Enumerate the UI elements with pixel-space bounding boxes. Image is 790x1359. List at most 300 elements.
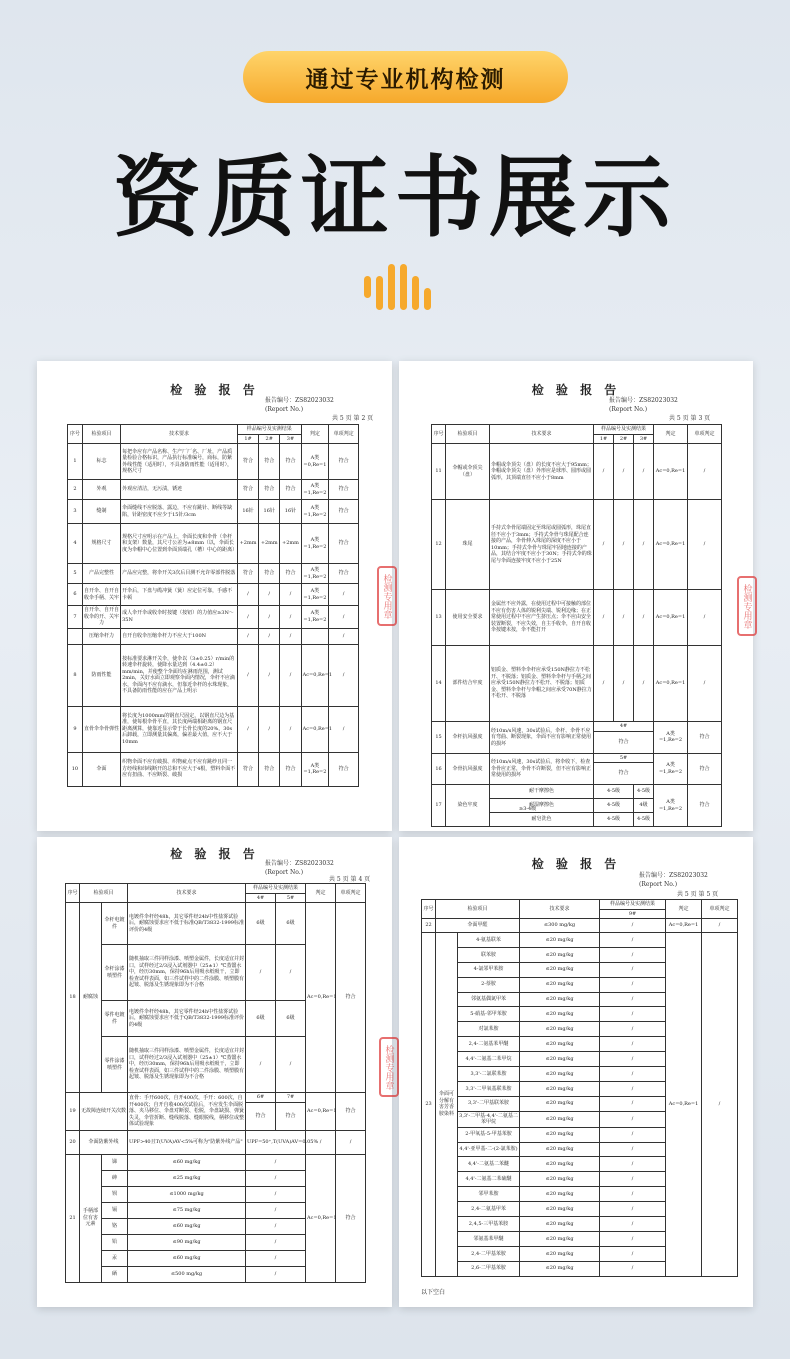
amine-name: 2,4-二甲基苯胺 [458, 1246, 520, 1261]
row-req: ≤60 mg/kg [128, 1154, 246, 1170]
row-no: 18 [66, 903, 80, 1093]
col-seq: 序号 [66, 884, 80, 903]
row-single: 符合 [688, 722, 722, 754]
report-page-2 [37, 361, 392, 831]
row-single: / [702, 919, 738, 933]
report-no-value: ZS82023032 [639, 397, 678, 404]
row-result: 符合 [594, 763, 654, 785]
item-label: 染色牢度 [457, 802, 478, 809]
col-judge: 判定 [654, 425, 688, 444]
sample-id: 9# [600, 909, 666, 919]
row-req: ≤300 mg/kg [520, 919, 600, 933]
col-single: 单项判定 [702, 900, 738, 919]
row-item: 自开伞、自开自收伞手柄、关牢 [82, 584, 120, 606]
sample-id: 4# [246, 893, 276, 903]
row-no: 7 [68, 606, 83, 629]
row-req: 伞面缝线不应脱落、露边，不应有跳针、断线等缺陷，针距密度不应少于15针/3cm [121, 500, 238, 524]
row-judge: A类=1,Re=2 [301, 564, 329, 584]
table-row [68, 628, 359, 644]
page-number: 共 5 页 第 3 页 [669, 415, 711, 422]
row-result: / [246, 1154, 306, 1170]
amine-name: 5-硝基-邻甲苯胺 [458, 1007, 520, 1022]
row-no: 14 [432, 646, 446, 722]
row-result: / [237, 628, 258, 644]
report-table [65, 883, 366, 1283]
amine-name: 4-氨基联苯 [458, 933, 520, 948]
row-result: 6级 [276, 1001, 306, 1037]
row-judge: A类=1,Re=2 [301, 584, 329, 606]
table-row [432, 425, 722, 435]
amine-name: 4,4'-二氨基二苯甲烷 [458, 1052, 520, 1067]
row-item: 伞面甲醛 [436, 919, 520, 933]
row-result: / [594, 444, 614, 500]
row-judge: A类=1,Re=2 [301, 480, 329, 500]
row-req: ≤20 mg/kg [520, 1081, 600, 1096]
col-sample: 样品编号及实测结果 [246, 884, 306, 894]
table-row [432, 444, 722, 500]
row-result: / [246, 1266, 306, 1282]
row-result: / [259, 606, 280, 629]
row-req: 随机抽取三件同样涂漆、喷塑金属件，长度适宜并封口，试样经过2/3浸入试剂器中（25±1）℃蒸馏水中，经历30mm，保持96h后用吸水纸吸干，立即检查试样表面，如三件试样中的二件涂膜、喷塑膜有起皱、脱落及生锈现象即为不合格 [128, 945, 246, 1001]
amine-name: 3,3'-二氯联苯胺 [458, 1067, 520, 1082]
row-result: +2mm [259, 524, 280, 564]
element-name: 钡 [102, 1186, 128, 1202]
row-single: 符合 [329, 444, 359, 480]
row-req: ≤20 mg/kg [520, 992, 600, 1007]
row-result: / [600, 1202, 666, 1217]
sample-id: 4# [594, 722, 654, 732]
row-item: 伞帽或伞顶尖（盘） [446, 444, 490, 500]
element-name: 锑 [102, 1154, 128, 1170]
amine-name: 2,4-二氨基甲苯 [458, 1202, 520, 1217]
row-judge: Ac=0,Re=1 [666, 919, 702, 933]
row-result: 4-5级 [634, 785, 654, 799]
amine-name: 邻甲苯胺 [458, 1187, 520, 1202]
row-result: / [600, 1217, 666, 1232]
row-sub: 伞杆涂漆喷塑件 [102, 945, 128, 1001]
amine-name: 4,4'-亚甲基-二-(2-氯苯胺) [458, 1142, 520, 1157]
row-result: / [600, 1246, 666, 1261]
row-judge: Ac=0,Re=1 [666, 933, 702, 1277]
table-row [66, 903, 366, 945]
row-req: ≤20 mg/kg [520, 1157, 600, 1172]
row-result: / [600, 1096, 666, 1111]
row-result: 符合 [246, 1102, 276, 1130]
page-number: 共 5 页 第 5 页 [677, 891, 719, 898]
row-result: / [246, 945, 276, 1001]
row-result: 符合 [237, 444, 258, 480]
row-item: 伞面可分解有害芳香胺染料 [436, 933, 458, 1277]
row-no: 17 [432, 785, 446, 827]
row-single: 符合 [688, 785, 722, 827]
element-name: 硒 [102, 1266, 128, 1282]
row-item: 伞杆抗风强度 [446, 722, 490, 754]
row-judge: A类=1,Re=2 [301, 752, 329, 786]
row-no: 12 [432, 500, 446, 590]
sample-id: 5# [276, 893, 306, 903]
row-result: / [634, 590, 654, 646]
row-no: 9 [68, 706, 83, 752]
row-req: 成人伞开伞或收伞时按键（按钮）的力值应≥3N～35N [121, 606, 238, 629]
row-item: 产品完整性 [82, 564, 120, 584]
row-no: 22 [422, 919, 436, 933]
report-title: 检 验 报 告 [531, 383, 621, 397]
col-item: 检验项目 [436, 900, 520, 919]
report-no-value: ZS82023032 [295, 860, 334, 867]
row-single: 符合 [329, 752, 359, 786]
row-req: ≤20 mg/kg [520, 1127, 600, 1142]
row-result: 符合 [276, 1102, 306, 1130]
row-result: / [634, 646, 654, 722]
row-result: / [594, 500, 614, 590]
row-result: 4级 [634, 799, 654, 813]
row-item: 直骨伞伞骨弹性 [82, 706, 120, 752]
row-judge: A类=1,Re=2 [301, 500, 329, 524]
row-result: / [600, 1081, 666, 1096]
inspection-stamp: 检测专用章 [737, 576, 757, 636]
row-result: / [614, 590, 634, 646]
col-seq: 序号 [68, 425, 83, 444]
element-name: 镉 [102, 1202, 128, 1218]
row-req: ≤20 mg/kg [520, 1022, 600, 1037]
report-no [609, 396, 678, 414]
table-row [68, 425, 359, 435]
row-result: / [237, 644, 258, 706]
amine-name: 2-甲氧基-5-甲基苯胺 [458, 1127, 520, 1142]
report-no-label: 报告编号： [265, 397, 296, 404]
row-item: 压缩伞杆力 [82, 628, 120, 644]
row-sub: 耐湿摩擦色 [490, 799, 594, 813]
row-no: 16 [432, 753, 446, 785]
sample-id: 2# [614, 434, 634, 444]
row-req: 伞帽或伞顶尖（盘）的长度不应大于95mm；伞帽或伞顶尖（盘）外形应是球形、圆形或圆弧形，其顶端直径不应小于8mm [490, 444, 594, 500]
table-row [68, 644, 359, 706]
row-req: 电镀件伞杆经48h，其它零件经24h中性盐雾试验后，耐腐蚀要求应不低于标准QB/T3832-1999标准评价的4级 [128, 903, 246, 945]
amine-name: 2-萘胺 [458, 977, 520, 992]
row-result: / [614, 500, 634, 590]
report-no [265, 396, 334, 414]
col-judge: 判定 [666, 900, 702, 919]
sample-id: 1# [594, 434, 614, 444]
table-row [68, 606, 359, 629]
table-row [422, 933, 738, 948]
row-single: 符合 [329, 480, 359, 500]
element-name: 铅 [102, 1234, 128, 1250]
report-no-en: (Report No.) [265, 869, 304, 876]
dye-req: ≥3-4级 [519, 806, 537, 812]
row-result: 16针 [259, 500, 280, 524]
row-sub: 耐皂洗色 [490, 813, 594, 827]
row-judge: A类=1,Re=2 [654, 722, 688, 754]
row-single: / [329, 584, 359, 606]
row-req: 每把伞应有产品名称、生产厂厂名、厂址，产品质量检验合格标识，产品执行标准编号，商标，防紫外线性能（适用时），不具备防雨性能（适用时），规格尺寸 [121, 444, 238, 480]
col-sample: 样品编号及实测结果 [594, 425, 654, 435]
row-single: / [702, 933, 738, 1277]
row-judge: A类=1,Re=2 [654, 785, 688, 827]
col-req: 技术要求 [121, 425, 238, 444]
col-item: 检验项目 [80, 884, 128, 903]
report-no-en: (Report No.) [639, 881, 678, 888]
row-item: 缝制 [82, 500, 120, 524]
row-result: 符合 [280, 480, 301, 500]
element-name: 铬 [102, 1218, 128, 1234]
col-seq: 序号 [432, 425, 446, 444]
row-single: 符合 [336, 1154, 366, 1282]
row-result: / [600, 962, 666, 977]
table-row [432, 500, 722, 590]
row-result: 16针 [280, 500, 301, 524]
table-row [68, 752, 359, 786]
row-result: / [600, 933, 666, 948]
row-no: 5 [68, 564, 83, 584]
row-result: / [246, 1234, 306, 1250]
row-result: / [600, 919, 666, 933]
row-result: 16针 [237, 500, 258, 524]
row-item: 伞骨抗风强度 [446, 753, 490, 785]
row-result: 符合 [594, 731, 654, 753]
row-result: 6级 [276, 903, 306, 945]
row-result: / [600, 1052, 666, 1067]
row-req: ≤20 mg/kg [520, 1172, 600, 1187]
row-req: ≤20 mg/kg [520, 1037, 600, 1052]
header-pill [243, 51, 568, 103]
row-sub: 伞杆电镀件 [102, 903, 128, 945]
row-judge [301, 628, 329, 644]
row-result: / [614, 646, 634, 722]
row-result: / [600, 1067, 666, 1082]
row-no: 11 [432, 444, 446, 500]
report-page-4 [37, 837, 392, 1307]
row-req: 经10m/s风速，30s试验后，伞杆、伞骨不应有弯曲、断裂现象，伞面不应有影响正常使用的损坏 [490, 722, 594, 754]
amine-name: 邻氨基偶氮甲苯 [458, 992, 520, 1007]
row-item: 耐腐蚀 [80, 903, 102, 1093]
table-row [432, 646, 722, 722]
amine-name: 3,3'-二甲基联苯胺 [458, 1096, 520, 1111]
row-no: 8 [68, 644, 83, 706]
row-no: 21 [66, 1154, 80, 1282]
row-single: / [688, 500, 722, 590]
row-result: / [594, 646, 614, 722]
row-result: / [280, 644, 301, 706]
row-item: 伞面防紫外线 [80, 1130, 128, 1154]
sample-id: 3# [634, 434, 654, 444]
row-result: / [600, 1037, 666, 1052]
row-result: / [600, 1022, 666, 1037]
table-row [66, 1093, 366, 1103]
col-single: 单项判定 [329, 425, 359, 444]
row-result: / [246, 1170, 306, 1186]
row-single: / [688, 646, 722, 722]
row-result: / [237, 606, 258, 629]
row-req: ≤20 mg/kg [520, 1231, 600, 1246]
sample-id: 3# [280, 434, 301, 444]
row-result: 符合 [280, 752, 301, 786]
report-no-value: ZS82023032 [295, 397, 334, 404]
sample-id: 1# [237, 434, 258, 444]
row-req: ≤20 mg/kg [520, 1217, 600, 1232]
sample-id: 2# [259, 434, 280, 444]
row-result: / [246, 1218, 306, 1234]
row-result: / [600, 1142, 666, 1157]
col-single: 单项判定 [688, 425, 722, 444]
row-no: 4 [68, 524, 83, 564]
row-result: / [276, 1037, 306, 1093]
header-pill-text: 通过专业机构检测 [305, 66, 506, 93]
row-result: +2mm [237, 524, 258, 564]
row-result: / [280, 706, 301, 752]
table-row [432, 722, 722, 732]
row-single: / [329, 628, 359, 644]
row-sub: 零件电镀件 [102, 1001, 128, 1037]
row-result: +2mm [280, 524, 301, 564]
inspection-stamp: 检测专用章 [377, 566, 397, 626]
sound-bars-icon [364, 264, 444, 310]
row-item: 自开伞、自开自收伞的开、关牢力 [83, 607, 119, 626]
row-req: ≤20 mg/kg [520, 1142, 600, 1157]
row-result: / [600, 1157, 666, 1172]
row-req: ≤20 mg/kg [520, 962, 600, 977]
row-no [68, 628, 83, 644]
page-number: 共 5 页 第 4 页 [329, 876, 371, 883]
row-item: 标志 [82, 444, 120, 480]
row-single: / [688, 444, 722, 500]
table-row [432, 590, 722, 646]
row-req: ≤20 mg/kg [520, 1202, 600, 1217]
row-result: / [259, 706, 280, 752]
row-no: 20 [66, 1130, 80, 1154]
row-item: 伞面 [82, 752, 120, 786]
table-row [68, 480, 359, 500]
row-req: 手持式伞骨尾端固定至珠尾或圆弧形，珠尾直径不应小于3mm；手持式伞骨与珠尾配合连接的产品，伞骨伸入珠尾的深度不应小于10mm；手持式伞骨与珠尾牢固地连接的产品，其结合牢度不应小于30N；手持式伞的珠尾与伞面连接牢度不应小于25N [490, 500, 594, 590]
row-judge: Ac=0,Re=1 [306, 1154, 336, 1282]
row-req: ≤20 mg/kg [520, 1096, 600, 1111]
row-single: 符合 [688, 753, 722, 785]
row-no: 15 [432, 722, 446, 754]
report-title: 检 验 报 告 [170, 383, 259, 397]
row-result: / [280, 606, 301, 629]
col-single: 单项判定 [336, 884, 366, 903]
row-req: 将长度为1000mm的钢直尺固定，以钢直尺边为基准，使每根伞骨平直，其长度两端相距离的钢直尺距离测算，使靠近显示带于长骨长度的20%，30s后卸载，立即测量其偏离，偏差最大值，应不大于10mm [121, 706, 238, 752]
row-sub: 零件涂漆喷塑件 [102, 1037, 128, 1093]
amine-name: 3,3'-二甲氧基联苯胺 [458, 1081, 520, 1096]
row-result: / [280, 584, 301, 606]
report-no-value: ZS82023032 [669, 872, 708, 879]
col-req: 技术要求 [128, 884, 246, 903]
row-item [446, 785, 490, 827]
report-table [431, 424, 722, 827]
amine-name: 4,4'-二氨基二苯醚 [458, 1157, 520, 1172]
row-req: 铝质金、塑料伞伞杆应承受150N静拉力不松开、不脱落；铝质金、塑料伞伞杆与手柄之间应承受150N静拉力不松开、不脱落；铝质金、塑料伞伞杆与伞帽之间应承受70N静拉力不松开、不脱落 [490, 646, 594, 722]
row-item: 手柄部位有害元素 [80, 1154, 102, 1282]
report-title: 检 验 报 告 [170, 847, 259, 861]
row-no: 3 [68, 500, 83, 524]
row-item: 部件结合牢度 [446, 646, 490, 722]
table-row [68, 564, 359, 584]
row-judge: A类=1,Re=2 [654, 753, 688, 785]
amine-name: 4-氯邻甲苯胺 [458, 962, 520, 977]
row-result: / [600, 947, 666, 962]
row-result: 6级 [246, 903, 276, 945]
row-result: / [276, 945, 306, 1001]
element-name: 汞 [102, 1250, 128, 1266]
row-single: / [329, 706, 359, 752]
report-table [67, 424, 359, 787]
row-req: 外观应清洁，无污渍，锈迹 [121, 480, 238, 500]
row-item: 使用安全要求 [446, 590, 490, 646]
row-req: ≤20 mg/kg [520, 947, 600, 962]
row-item: 无故障连续开关次数 [80, 1093, 128, 1131]
row-req: 随机抽取三件同样涂漆、喷塑金属件，长度适宜并封口，试样经过2/3浸入试剂器中（25±1）℃蒸馏水中，经历30mm，保持96h后用吸水纸吸干，立即检查试样表面，如三件试样中的二件涂膜、喷塑膜有起皱、脱落及生锈现象即为不合格 [128, 1037, 246, 1093]
amine-name: 对氯苯胺 [458, 1022, 520, 1037]
row-no: 13 [432, 590, 446, 646]
report-title: 检 验 报 告 [531, 857, 621, 871]
table-row [422, 900, 738, 910]
row-result: / [246, 1202, 306, 1218]
row-result: / [237, 584, 258, 606]
report-table [421, 899, 738, 1277]
page-number: 共 5 页 第 2 页 [332, 415, 374, 422]
row-judge: Ac=0,Re=1 [306, 903, 336, 1093]
row-no: 1 [68, 444, 83, 480]
row-result: 符合 [237, 480, 258, 500]
report-page-3 [399, 361, 753, 831]
row-item: 珠尾 [446, 500, 490, 590]
col-item: 检验项目 [82, 425, 120, 444]
row-single: 符合 [336, 1093, 366, 1131]
row-result: 符合 [259, 480, 280, 500]
row-result: 符合 [280, 564, 301, 584]
row-req: ≤75 mg/kg [128, 1202, 246, 1218]
report-no-en: (Report No.) [609, 406, 648, 413]
row-req: ≤20 mg/kg [520, 1246, 600, 1261]
row-req: ≤20 mg/kg [520, 933, 600, 948]
row-result: / [600, 1187, 666, 1202]
row-result: / [600, 1111, 666, 1127]
row-result: 符合 [259, 752, 280, 786]
row-judge: Ac=0,Re=1 [306, 1093, 336, 1131]
row-judge: Ac=0,Re=1 [654, 646, 688, 722]
row-no: 23 [422, 933, 436, 1277]
row-result: / [237, 706, 258, 752]
row-item: 防雨性能 [82, 644, 120, 706]
row-result: / [634, 500, 654, 590]
amine-name: 3,3'-二甲基-4,4'-二氨基二苯甲烷 [459, 1112, 518, 1126]
row-single: / [336, 1130, 366, 1154]
amine-name: 邻氨基苯甲醚 [458, 1231, 520, 1246]
row-judge: A类=1,Re=2 [301, 524, 329, 564]
row-req: ≤20 mg/kg [520, 1007, 600, 1022]
row-no: 2 [68, 480, 83, 500]
table-row [68, 584, 359, 606]
row-single: / [329, 606, 359, 629]
row-result: / [259, 644, 280, 706]
report-page-5 [399, 837, 753, 1307]
row-result: / [259, 628, 280, 644]
row-result: 符合 [259, 564, 280, 584]
row-req: 织物伞面不应有破损、织物疵点不应有跳纱且同一方经线和纬线断开的总和不应大于4根，塑料伞面不应有扭曲、不应断裂、破损 [121, 752, 238, 786]
row-req: ≤60 mg/kg [128, 1218, 246, 1234]
row-req: 电镀件伞杆经48h，其它零件经24h中性盐雾试验后，耐腐蚀要求应不低于QB/T3832-1999标准评价的4级 [128, 1001, 246, 1037]
row-result: / [600, 1172, 666, 1187]
row-result: / [600, 1261, 666, 1276]
table-row [66, 1154, 366, 1170]
table-row [432, 753, 722, 763]
row-result: / [600, 1007, 666, 1022]
row-req: 自开自收伞压缩伞杆力不应大于100N [121, 628, 238, 644]
row-result: 6级 [246, 1001, 276, 1037]
row-result: / [246, 1186, 306, 1202]
col-req: 技术要求 [490, 425, 594, 444]
